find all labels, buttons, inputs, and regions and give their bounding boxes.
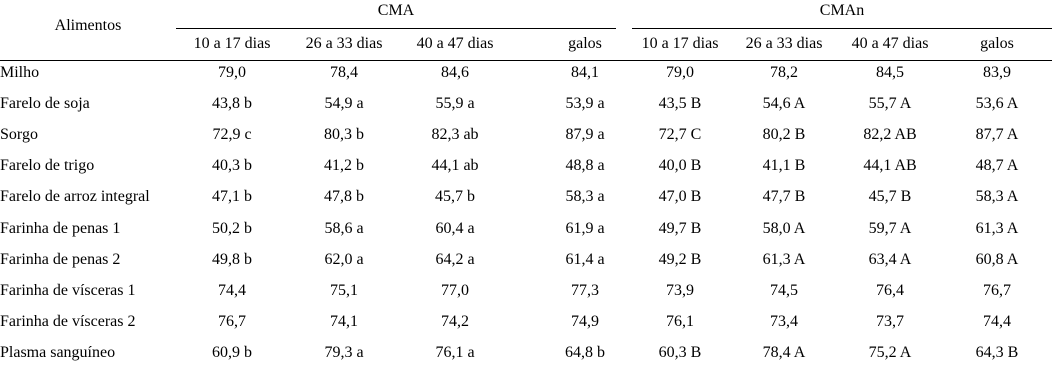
table-cell: 72,7 C: [658, 126, 702, 143]
table-cell: 74,1: [330, 313, 358, 330]
table-cell: 58,0 A: [762, 220, 806, 237]
table-cell: 61,9 a: [565, 220, 605, 237]
stub-header: Alimentos: [54, 17, 122, 34]
table-cell: 87,7 A: [975, 126, 1019, 143]
table-cell: 75,2 A: [868, 344, 912, 361]
table-cell: 76,1 a: [435, 344, 475, 361]
table-cell: 59,7 A: [868, 220, 912, 237]
table-cell: 83,9: [983, 64, 1011, 81]
table-cell: 82,3 ab: [431, 126, 479, 143]
table-cell: 43,8 b: [212, 95, 252, 112]
table-cell: 58,3 a: [565, 188, 605, 205]
table-cell: 77,0: [441, 282, 469, 299]
row-label: Farelo de arroz integral: [0, 188, 150, 205]
table-cell: 58,6 a: [324, 220, 364, 237]
table-cell: 72,9 c: [212, 126, 252, 143]
row-label: Farelo de soja: [0, 95, 90, 112]
row-label: Farinha de vísceras 1: [0, 282, 136, 299]
table-cell: 55,9 a: [435, 95, 475, 112]
table-cell: 75,1: [330, 282, 358, 299]
table-cell: 76,1: [666, 313, 694, 330]
table-cell: 76,7: [218, 313, 246, 330]
row-label: Farelo de trigo: [0, 157, 95, 174]
table-cell: 47,8 b: [324, 188, 364, 205]
table-cell: 87,9 a: [565, 126, 605, 143]
table-cell: 80,3 b: [324, 126, 364, 143]
table-cell: 74,9: [571, 313, 599, 330]
table-cell: 76,7: [983, 282, 1011, 299]
table-cell: 44,1 AB: [863, 157, 917, 174]
table-cell: 84,6: [441, 64, 469, 81]
table-cell: 60,3 B: [658, 344, 702, 361]
table-cell: 76,4: [876, 282, 904, 299]
table-cell: 58,3 A: [975, 188, 1019, 205]
table-cell: 41,2 b: [324, 157, 364, 174]
table-cell: 84,5: [876, 64, 904, 81]
column-header: galos: [980, 35, 1014, 52]
table-cell: 47,7 B: [762, 188, 806, 205]
row-label: Farinha de penas 1: [0, 220, 121, 237]
table-cell: 64,8 b: [565, 344, 605, 361]
table-cell: 61,3 A: [762, 251, 806, 268]
table-cell: 48,8 a: [565, 157, 605, 174]
group-header-cma: CMA: [377, 2, 415, 19]
table-cell: 41,1 B: [762, 157, 806, 174]
table-cell: 61,3 A: [975, 220, 1019, 237]
column-header: 10 a 17 dias: [193, 35, 271, 52]
table-cell: 84,1: [571, 64, 599, 81]
table-cell: 49,8 b: [212, 251, 252, 268]
column-header: 40 a 47 dias: [851, 35, 929, 52]
table-cell: 54,9 a: [324, 95, 364, 112]
table-cell: 63,4 A: [868, 251, 912, 268]
table-cell: 74,2: [441, 313, 469, 330]
table-cell: 64,3 B: [975, 344, 1019, 361]
table-cell: 40,0 B: [658, 157, 702, 174]
table-cell: 80,2 B: [762, 126, 806, 143]
table-cell: 48,7 A: [975, 157, 1019, 174]
row-label: Sorgo: [0, 126, 38, 143]
group-header-cman: CMAn: [819, 2, 865, 19]
table-cell: 78,2: [770, 64, 798, 81]
row-label: Plasma sanguíneo: [0, 344, 116, 361]
table-cell: 62,0 a: [324, 251, 364, 268]
table-cell: 55,7 A: [868, 95, 912, 112]
table-cell: 47,0 B: [658, 188, 702, 205]
group-rule-cman: [632, 28, 1052, 29]
table-cell: 79,3 a: [324, 344, 364, 361]
table-cell: 54,6 A: [762, 95, 806, 112]
group-rule-cma: [176, 28, 616, 29]
table-cell: 73,7: [876, 313, 904, 330]
table-cell: 77,3: [571, 282, 599, 299]
row-label: Farinha de penas 2: [0, 251, 121, 268]
table-cell: 74,4: [983, 313, 1011, 330]
table-cell: 82,2 AB: [863, 126, 917, 143]
column-header: galos: [568, 35, 602, 52]
table-cell: 73,9: [666, 282, 694, 299]
table-cell: 73,4: [770, 313, 798, 330]
table-cell: 49,7 B: [658, 220, 702, 237]
column-header: 10 a 17 dias: [641, 35, 719, 52]
table-cell: 60,9 b: [212, 344, 252, 361]
table-cell: 61,4 a: [565, 251, 605, 268]
table-cell: 74,4: [218, 282, 246, 299]
table-cell: 47,1 b: [212, 188, 252, 205]
table-cell: 78,4 A: [762, 344, 806, 361]
table-cell: 50,2 b: [212, 220, 252, 237]
table-cell: 64,2 a: [435, 251, 475, 268]
table-cell: 53,9 a: [565, 95, 605, 112]
table-cell: 79,0: [666, 64, 694, 81]
table-cell: 60,4 a: [435, 220, 475, 237]
table-cell: 43,5 B: [658, 95, 702, 112]
row-label: Farinha de vísceras 2: [0, 313, 136, 330]
column-header: 40 a 47 dias: [416, 35, 494, 52]
table-cell: 79,0: [218, 64, 246, 81]
table-cell: 49,2 B: [658, 251, 702, 268]
table-cell: 74,5: [770, 282, 798, 299]
table-cell: 40,3 b: [212, 157, 252, 174]
table-cell: 44,1 ab: [431, 157, 479, 174]
column-header: 26 a 33 dias: [305, 35, 383, 52]
column-header: 26 a 33 dias: [745, 35, 823, 52]
row-label: Milho: [0, 64, 40, 81]
table-cell: 78,4: [330, 64, 358, 81]
header-rule: [0, 60, 1052, 61]
table-cell: 45,7 B: [868, 188, 912, 205]
table-cell: 53,6 A: [975, 95, 1019, 112]
table-cell: 45,7 b: [435, 188, 475, 205]
table-cell: 60,8 A: [975, 251, 1019, 268]
